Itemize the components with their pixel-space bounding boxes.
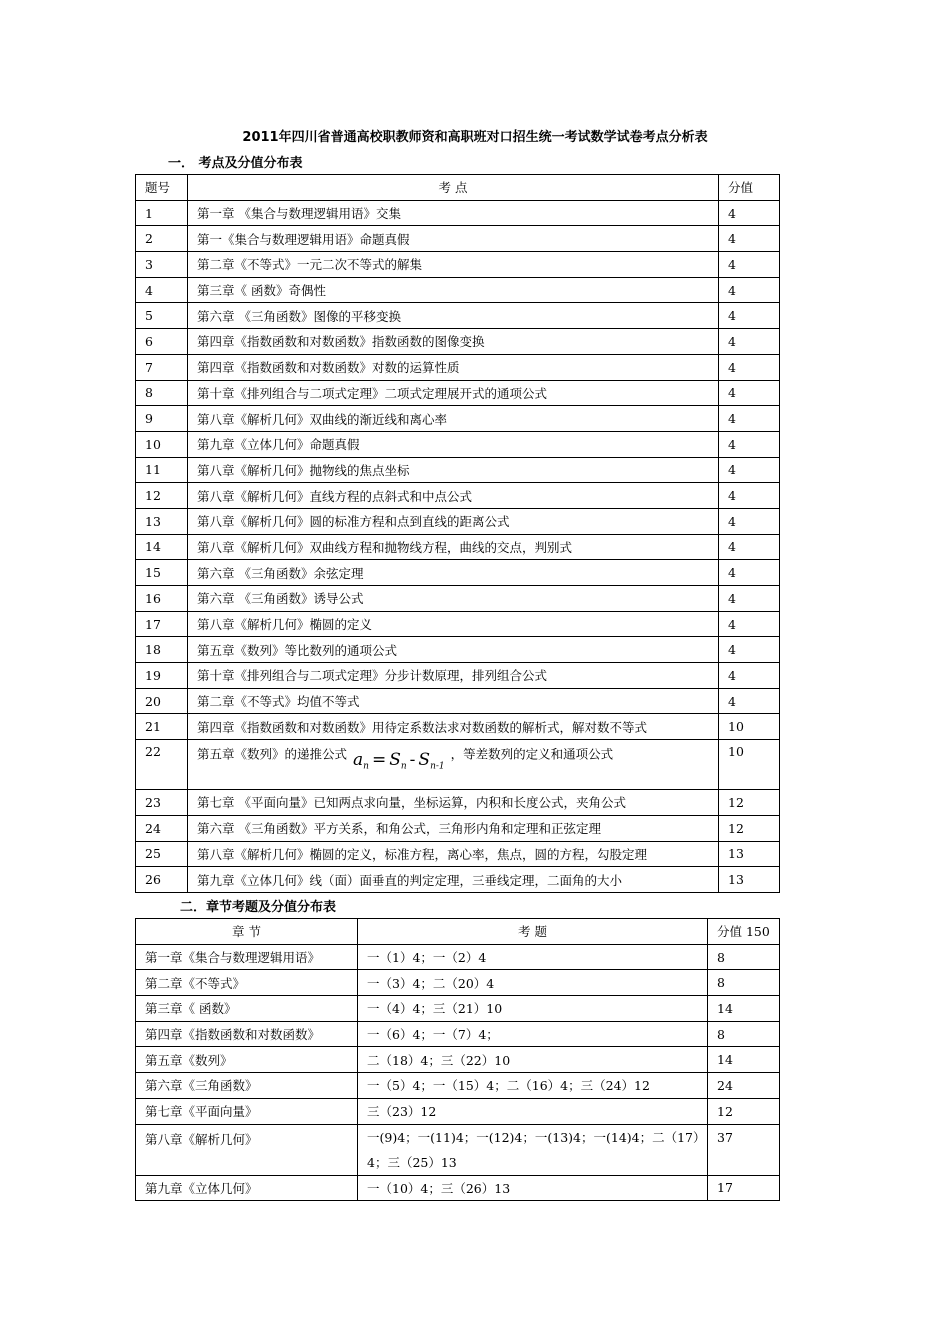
chapter-score-cell: 14 (708, 1047, 780, 1073)
chapter-score-cell: 24 (708, 1073, 780, 1099)
topic-cell (188, 740, 719, 790)
topic-cell: 第十章《排列组合与二项式定理》分步计数原理，排列组合公式 (188, 663, 719, 689)
score-cell: 4 (719, 611, 780, 637)
chapter-score-cell: 14 (708, 996, 780, 1022)
table-row (136, 867, 780, 893)
score-cell: 4 (719, 277, 780, 303)
page-title: 2011年四川省普通高校职教师资和高职班对口招生统一考试数学试卷考点分析表 (242, 130, 708, 145)
score-cell: 4 (719, 688, 780, 714)
chapter-distribution-table (135, 918, 780, 1201)
formula-s-sub: n (400, 761, 407, 772)
question-number: 6 (136, 329, 188, 355)
table-row (136, 1098, 780, 1124)
table-row (136, 329, 780, 355)
chapter-score-cell: 12 (708, 1098, 780, 1124)
question-number: 12 (136, 483, 188, 509)
question-number: 22 (136, 740, 188, 790)
formula-a-sub: n (363, 761, 369, 772)
question-number: 13 (136, 508, 188, 534)
score-cell: 12 (719, 790, 780, 816)
table-row (136, 303, 780, 329)
table-row (136, 1021, 780, 1047)
score-cell: 10 (719, 714, 780, 740)
score-cell: 4 (719, 560, 780, 586)
topic-cell: 第八章《解析几何》椭圆的定义 (188, 611, 719, 637)
chapter-cell: 第八章《解析几何》 (136, 1124, 358, 1175)
section-heading-chapters: 二．章节考题及分值分布表 (180, 900, 337, 915)
score-cell: 4 (719, 354, 780, 380)
chapter-cell: 第四章《指数函数和对数函数》 (136, 1021, 358, 1047)
chapter-cell: 第一章《集合与数理逻辑用语》 (136, 944, 358, 970)
score-cell: 4 (719, 380, 780, 406)
header-questions: 考 题 (358, 919, 708, 945)
questions-cell: 三（23）12 (358, 1098, 708, 1124)
score-cell: 4 (719, 226, 780, 252)
question-number: 1 (136, 200, 188, 226)
score-cell: 4 (719, 303, 780, 329)
recurrence-formula (353, 750, 445, 772)
formula-s: S (389, 750, 401, 771)
score-cell: 4 (719, 663, 780, 689)
header-score-total: 分值 150 (708, 919, 780, 945)
question-number: 21 (136, 714, 188, 740)
table-row (136, 277, 780, 303)
chapter-cell: 第五章《数列》 (136, 1047, 358, 1073)
questions-cell: 一（4）4；三（21）10 (358, 996, 708, 1022)
question-number: 3 (136, 252, 188, 278)
question-number: 15 (136, 560, 188, 586)
question-number: 5 (136, 303, 188, 329)
table-row (136, 406, 780, 432)
table-header-row (136, 175, 780, 201)
topic-cell: 第八章《解析几何》抛物线的焦点坐标 (188, 457, 719, 483)
formula-minus: - (409, 750, 416, 771)
topic-cell: 第四章《指数函数和对数函数》用待定系数法求对数函数的解析式，解对数不等式 (188, 714, 719, 740)
chapter-score-cell: 8 (708, 970, 780, 996)
question-number: 16 (136, 586, 188, 612)
table-row (136, 534, 780, 560)
topic-cell: 第六章 《三角函数》图像的平移变换 (188, 303, 719, 329)
questions-cell: 一（3）4；二（20）4 (358, 970, 708, 996)
table-row (136, 815, 780, 841)
chapter-cell: 第三章《 函数》 (136, 996, 358, 1022)
table-row (136, 688, 780, 714)
topic-cell: 第八章《解析几何》双曲线的渐近线和离心率 (188, 406, 719, 432)
score-cell: 4 (719, 508, 780, 534)
table-row (136, 380, 780, 406)
topic-cell: 第七章 《平面向量》已知两点求向量，坐标运算，内积和长度公式，夹角公式 (188, 790, 719, 816)
table-row (136, 944, 780, 970)
chapter-score-cell: 8 (708, 1021, 780, 1047)
score-cell: 13 (719, 841, 780, 867)
points-distribution-table (135, 174, 780, 893)
questions-cell: 二（18）4；三（22）10 (358, 1047, 708, 1073)
table-row (136, 560, 780, 586)
table-row (136, 611, 780, 637)
question-number: 23 (136, 790, 188, 816)
topic-cell: 第一《集合与数理逻辑用语》命题真假 (188, 226, 719, 252)
table-row (136, 714, 780, 740)
question-number: 18 (136, 637, 188, 663)
score-cell: 4 (719, 586, 780, 612)
topic-cell: 第四章《指数函数和对数函数》指数函数的图像变换 (188, 329, 719, 355)
table-row (136, 996, 780, 1022)
score-cell: 4 (719, 637, 780, 663)
question-number: 2 (136, 226, 188, 252)
chapter-score-cell: 37 (708, 1124, 780, 1175)
header-score: 分值 (719, 175, 780, 201)
topic-text: 第五章《数列》的递推公式 (197, 746, 348, 762)
chapter-cell: 第六章《三角函数》 (136, 1073, 358, 1099)
score-cell: 10 (719, 740, 780, 790)
score-cell: 12 (719, 815, 780, 841)
questions-cell: 一（10）4；三（26）13 (358, 1175, 708, 1201)
header-chapter: 章 节 (136, 919, 358, 945)
questions-cell: 一（6）4；一（7）4； (358, 1021, 708, 1047)
question-number: 20 (136, 688, 188, 714)
question-number: 7 (136, 354, 188, 380)
topic-cell: 第四章《指数函数和对数函数》对数的运算性质 (188, 354, 719, 380)
table-row (136, 740, 780, 790)
score-cell: 4 (719, 483, 780, 509)
topic-cell: 第二章《不等式》均值不等式 (188, 688, 719, 714)
score-cell: 4 (719, 200, 780, 226)
table-row (136, 252, 780, 278)
topic-cell: 第八章《解析几何》直线方程的点斜式和中点公式 (188, 483, 719, 509)
table-row (136, 508, 780, 534)
table-row (136, 226, 780, 252)
header-question-number: 题号 (136, 175, 188, 201)
formula-equals: = (371, 750, 387, 771)
topic-cell: 第九章《立体几何》线（面）面垂直的判定定理，三垂线定理，二面角的大小 (188, 867, 719, 893)
question-number: 10 (136, 431, 188, 457)
question-number: 17 (136, 611, 188, 637)
table-row (136, 431, 780, 457)
question-number: 19 (136, 663, 188, 689)
formula-s-prev-sub: n-1 (430, 761, 445, 772)
score-cell: 4 (719, 534, 780, 560)
table-row (136, 1073, 780, 1099)
topic-cell: 第八章《解析几何》双曲线方程和抛物线方程，曲线的交点，判别式 (188, 534, 719, 560)
question-number: 14 (136, 534, 188, 560)
formula-a: a (353, 750, 364, 771)
table-row (136, 200, 780, 226)
topic-cell: 第五章《数列》等比数列的通项公式 (188, 637, 719, 663)
question-number: 24 (136, 815, 188, 841)
topic-cell: 第一章 《集合与数理逻辑用语》交集 (188, 200, 719, 226)
table-row (136, 970, 780, 996)
chapter-cell: 第七章《平面向量》 (136, 1098, 358, 1124)
questions-cell: 一（5）4；一（15）4；二（16）4；三（24）12 (358, 1073, 708, 1099)
question-number: 25 (136, 841, 188, 867)
score-cell: 4 (719, 406, 780, 432)
topic-cell: 第八章《解析几何》圆的标准方程和点到直线的距离公式 (188, 508, 719, 534)
table-row (136, 457, 780, 483)
section-heading-distribution: 一． 考点及分值分布表 (168, 156, 303, 171)
table-row (136, 354, 780, 380)
topic-cell: 第六章 《三角函数》诱导公式 (188, 586, 719, 612)
score-cell: 4 (719, 431, 780, 457)
header-topic: 考 点 (188, 175, 719, 201)
score-cell: 13 (719, 867, 780, 893)
table-row (136, 1124, 780, 1175)
score-cell: 4 (719, 457, 780, 483)
formula-s-prev: S (418, 750, 431, 771)
table-row (136, 790, 780, 816)
question-number: 8 (136, 380, 188, 406)
table-row (136, 483, 780, 509)
questions-cell: 一(9)4；一(11)4；一(12)4；一(13)4；一(14)4；二（17）4；三（25）13 (358, 1124, 708, 1175)
chapter-score-cell: 8 (708, 944, 780, 970)
chapter-score-cell: 17 (708, 1175, 780, 1201)
question-number: 4 (136, 277, 188, 303)
score-cell: 4 (719, 252, 780, 278)
topic-cell: 第六章 《三角函数》平方关系，和角公式，三角形内角和定理和正弦定理 (188, 815, 719, 841)
topic-cell: 第三章《 函数》奇偶性 (188, 277, 719, 303)
score-cell: 4 (719, 329, 780, 355)
questions-cell: 一（1）4；一（2）4 (358, 944, 708, 970)
question-number: 26 (136, 867, 188, 893)
table-row (136, 1175, 780, 1201)
topic-text-after: ，等差数列的定义和通项公式 (450, 746, 614, 762)
chapter-cell: 第九章《立体几何》 (136, 1175, 358, 1201)
table-row (136, 586, 780, 612)
question-number: 11 (136, 457, 188, 483)
table-row (136, 1047, 780, 1073)
table-header-row (136, 919, 780, 945)
table-row (136, 841, 780, 867)
topic-cell: 第二章《不等式》一元二次不等式的解集 (188, 252, 719, 278)
question-number: 9 (136, 406, 188, 432)
chapter-cell: 第二章《不等式》 (136, 970, 358, 996)
topic-cell: 第六章 《三角函数》余弦定理 (188, 560, 719, 586)
table-row (136, 663, 780, 689)
table-row (136, 637, 780, 663)
topic-cell: 第九章《立体几何》命题真假 (188, 431, 719, 457)
topic-cell: 第八章《解析几何》椭圆的定义，标准方程，离心率，焦点，圆的方程，勾股定理 (188, 841, 719, 867)
topic-cell: 第十章《排列组合与二项式定理》二项式定理展开式的通项公式 (188, 380, 719, 406)
